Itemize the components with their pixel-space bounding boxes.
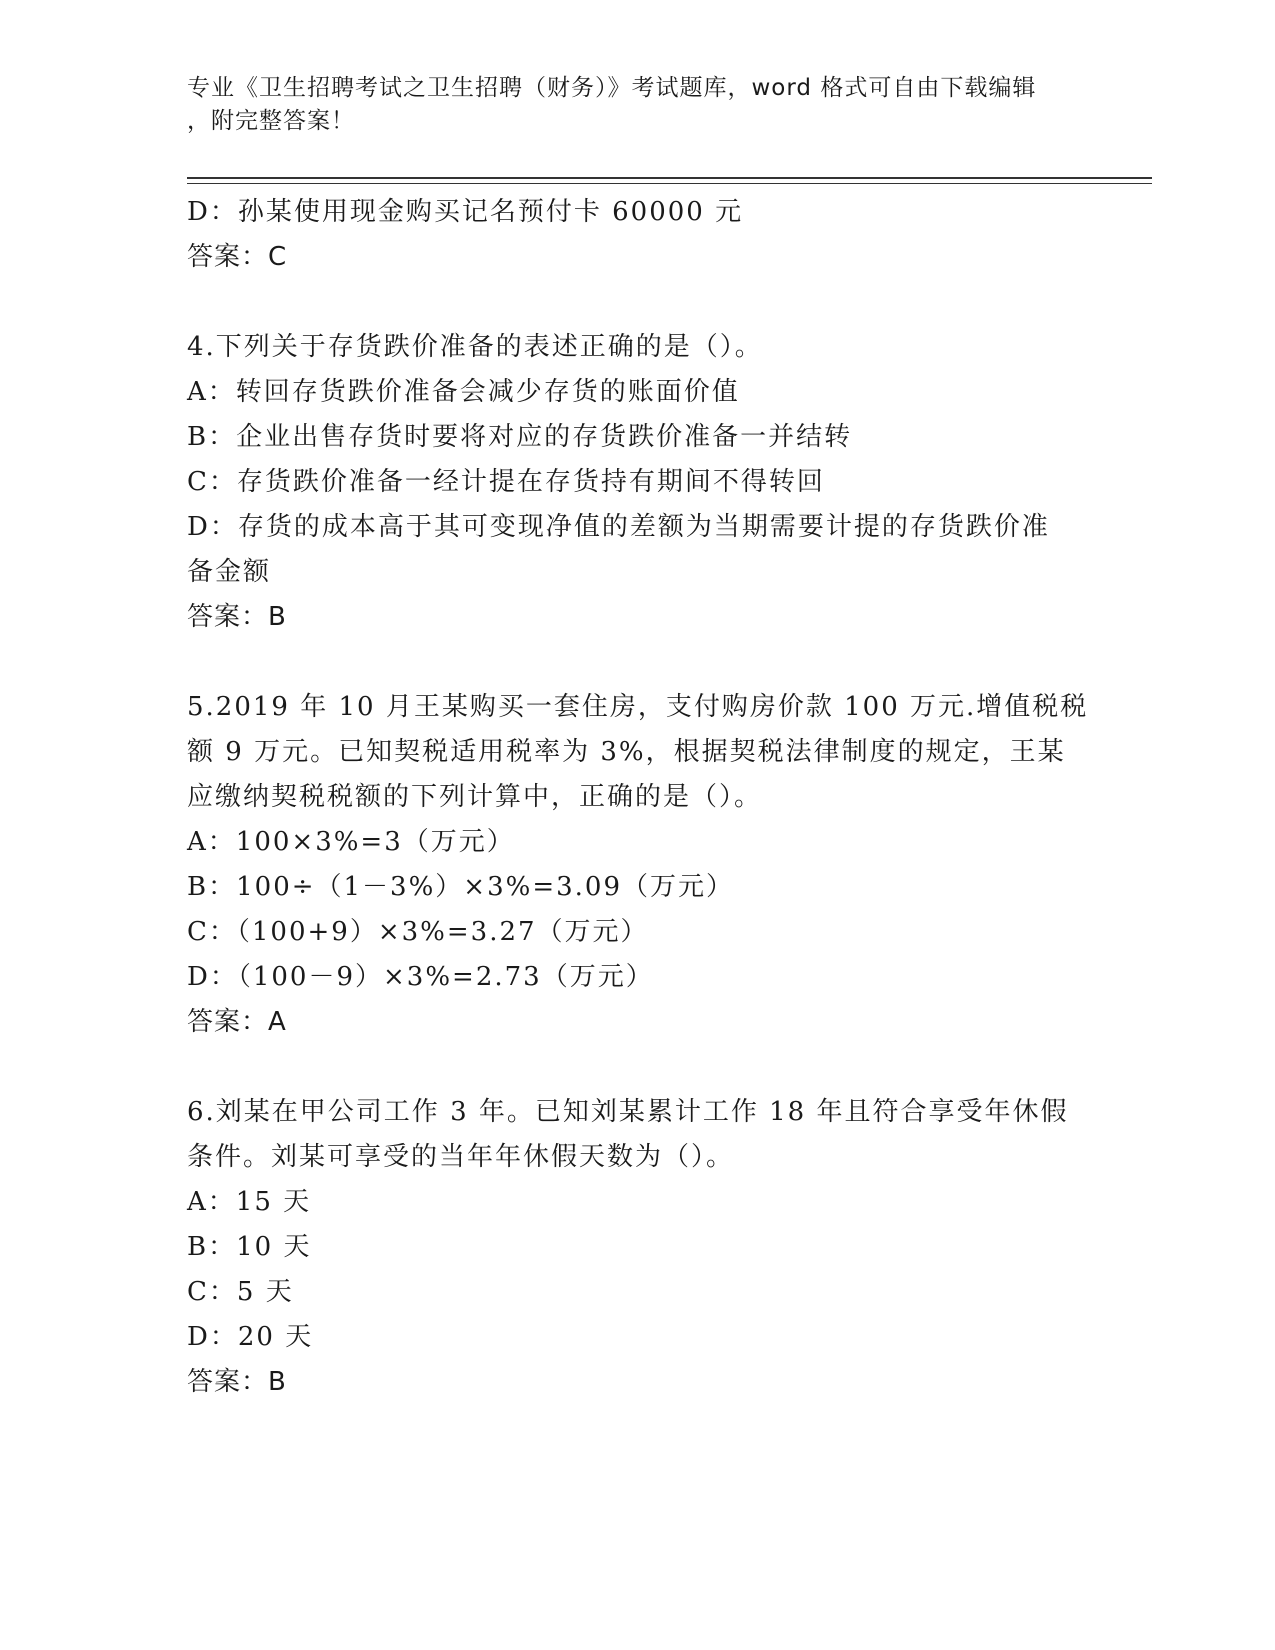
q6-stem-line-1: 6.刘某在甲公司工作 3 年。已知刘某累计工作 18 年且符合享受年休假 (187, 1097, 1069, 1127)
q4-stem: 4.下列关于存货跌价准备的表述正确的是（）。 (187, 332, 763, 362)
question-4 (187, 325, 1077, 640)
q4-option-d-line-1: D：存货的成本高于其可变现净值的差额为当期需要计提的存货跌价准 (187, 512, 1050, 542)
q6-option-a: A：15 天 (187, 1187, 312, 1217)
q5-answer: 答案：A (187, 1007, 287, 1037)
q6-answer: 答案：B (187, 1367, 287, 1397)
spacer (187, 1045, 1077, 1090)
q5-stem-line-2: 额 9 万元。已知契税适用税率为 3%，根据契税法律制度的规定，王某 (187, 737, 1066, 767)
q5-stem-line-1: 5.2019 年 10 月王某购买一套住房，支付购房价款 100 万元.增值税税 (187, 692, 1089, 722)
question-list (187, 190, 1089, 1405)
q3-answer: 答案：C (187, 242, 288, 272)
header-line-2: ，附完整答案！ (187, 108, 355, 134)
q4-answer: 答案：B (187, 602, 287, 632)
q6-option-d: D：20 天 (187, 1322, 314, 1352)
q5-option-b: B：100÷（1－3%）×3%=3.09（万元） (187, 872, 735, 902)
question-3 (187, 190, 1077, 280)
q3-option-d: D：孙某使用现金购买记名预付卡 60000 元 (187, 197, 744, 227)
header-divider-thick (187, 177, 1152, 179)
q4-option-b: B：企业出售存货时要将对应的存货跌价准备一并结转 (187, 422, 853, 452)
header-divider-thin (187, 183, 1152, 184)
q6-option-c: C：5 天 (187, 1277, 294, 1307)
q6-stem-line-2: 条件。刘某可享受的当年年休假天数为（）。 (187, 1142, 735, 1172)
document-header (187, 72, 1067, 138)
q4-option-d-line-2: 备金额 (187, 557, 272, 587)
q5-option-a: A：100×3%=3（万元） (187, 827, 515, 857)
spacer (187, 280, 1077, 325)
q5-stem-line-3: 应缴纳契税税额的下列计算中，正确的是（）。 (187, 782, 763, 812)
q4-option-c: C：存货跌价准备一经计提在存货持有期间不得转回 (187, 467, 825, 497)
q4-option-a: A：转回存货跌价准备会减少存货的账面价值 (187, 377, 740, 407)
q6-option-b: B：10 天 (187, 1232, 312, 1262)
question-5 (187, 685, 1089, 1045)
q5-option-d: D：（100－9）×3%=2.73（万元） (187, 962, 654, 992)
q5-option-c: C：（100+9）×3%=3.27（万元） (187, 917, 649, 947)
spacer (187, 640, 1077, 685)
header-line-1: 专业《卫生招聘考试之卫生招聘（财务）》考试题库，word 格式可自由下载编辑 (187, 75, 1037, 101)
question-6 (187, 1090, 1077, 1405)
